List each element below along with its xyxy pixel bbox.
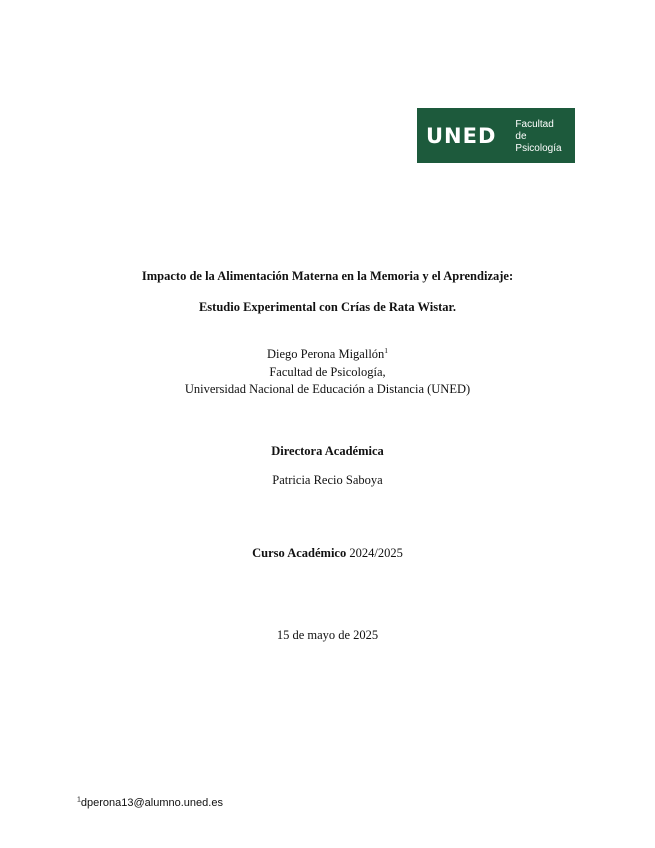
director-heading: Directora Académica — [271, 444, 384, 458]
author-footnote-mark: 1 — [384, 345, 389, 355]
footnote — [77, 796, 223, 810]
faculty-logo-line1: Facultad — [515, 118, 554, 130]
course-line — [0, 545, 655, 561]
uned-faculty-logo — [417, 108, 575, 163]
course-label: Curso Académico — [252, 546, 347, 560]
course-value: 2024/2025 — [349, 546, 403, 560]
director-name: Patricia Recio Saboya — [272, 473, 383, 487]
title-line-2: Estudio Experimental con Crías de Rata Wistar. — [198, 300, 457, 314]
author-name: Diego Perona Migallón — [266, 347, 385, 361]
uned-logo-mark: UNED — [426, 124, 497, 148]
footnote-email: dperona13@alumno.uned.es — [80, 797, 223, 809]
author-university: Universidad Nacional de Educación a Distancia (UNED) — [184, 382, 471, 396]
author-faculty: Facultad de Psicología, — [269, 365, 386, 379]
faculty-logo-text — [515, 119, 575, 155]
author-line — [0, 346, 655, 362]
footnote-mark: 1 — [77, 796, 81, 804]
document-date: 15 de mayo de 2025 — [276, 628, 379, 642]
title-line-1: Impacto de la Alimentación Materna en la Memoria y el Aprendizaje: — [141, 269, 514, 283]
faculty-logo-line2: de Psicología — [515, 130, 562, 154]
